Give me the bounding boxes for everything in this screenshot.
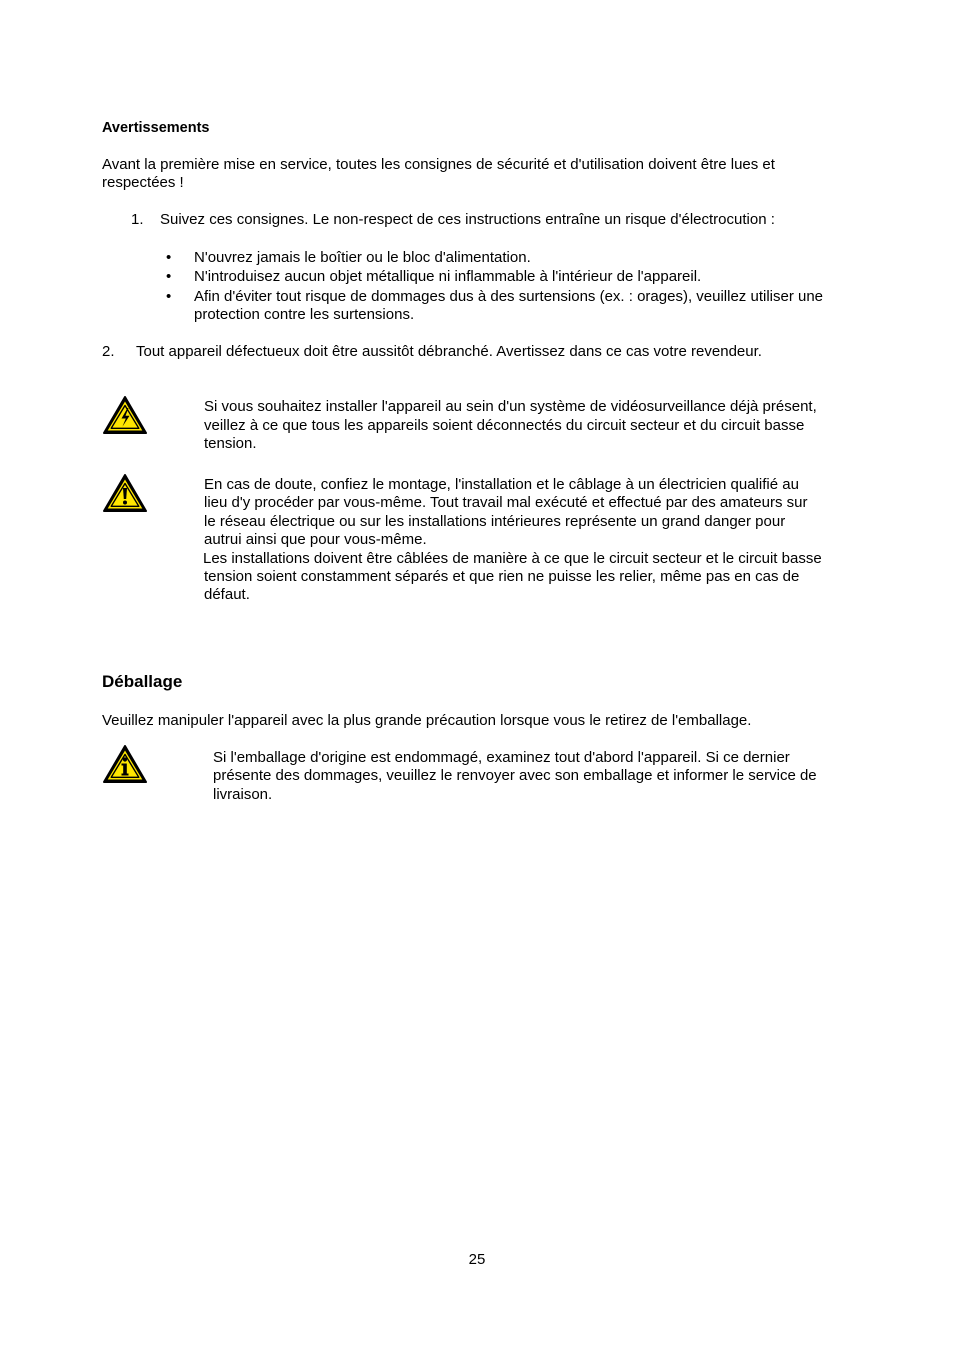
note-text-line: tension. [204, 435, 257, 452]
list-item-text: N'introduisez aucun objet métallique ni inflammable à l'intérieur de l'appareil. [194, 268, 702, 285]
warnings-intro-line2: respectées ! [102, 174, 184, 191]
note-text-line: le réseau électrique ou sur les installations intérieures représente un grand danger pour [204, 513, 786, 530]
list-item-text: protection contre les surtensions. [194, 306, 415, 323]
list-item-text: N'ouvrez jamais le boîtier ou le bloc d'alimentation. [194, 249, 531, 266]
item-text: Suivez ces consignes. Le non-respect de ces instructions entraîne un risque d'électrocution : [160, 211, 775, 228]
note-text-line: livraison. [213, 786, 273, 803]
high-voltage-icon [102, 395, 148, 435]
unpacking-intro: Veuillez manipuler l'appareil avec la plus grande précaution lorsque vous le retirez de l'emballage. [102, 712, 752, 729]
note-text-line: autrui ainsi que pour vous-même. [204, 531, 427, 548]
note-text-line: présente des dommages, veuillez le renvoyer avec son emballage et informer le service de [213, 767, 817, 784]
warnings-intro-line1: Avant la première mise en service, toutes les consignes de sécurité et d'utilisation doivent être lues et [102, 156, 775, 173]
list-item-text: Afin d'éviter tout risque de dommages dus à des surtensions (ex. : orages), veuillez utiliser une [194, 288, 824, 305]
section-heading-unpacking: Déballage [102, 672, 183, 691]
note-text-line: veillez à ce que tous les appareils soient déconnectés du circuit secteur et du circuit basse [204, 417, 805, 434]
info-icon [102, 744, 148, 784]
caution-icon [102, 473, 148, 513]
item-number: 1. [131, 211, 144, 228]
bullet-symbol: • [166, 268, 172, 285]
note-text-line: Si vous souhaitez installer l'appareil au sein d'un système de vidéosurveillance déjà présent, [204, 398, 817, 415]
item-number: 2. [102, 343, 115, 360]
note-text-line: En cas de doute, confiez le montage, l'installation et le câblage à un électricien qualifié au [204, 476, 799, 493]
note-text-line: lieu d'y procéder par vous-même. Tout travail mal exécuté et effectué par des amateurs sur [204, 494, 808, 511]
bullet-symbol: • [166, 288, 172, 305]
note-text-line: Les installations doivent être câblées de manière à ce que le circuit secteur et le circuit basse [203, 550, 822, 567]
section-heading-warnings: Avertissements [102, 120, 210, 136]
item-text: Tout appareil défectueux doit être aussitôt débranché. Avertissez dans ce cas votre revendeur. [136, 343, 762, 360]
note-text-line: défaut. [204, 586, 250, 603]
page-number: 25 [468, 1251, 486, 1268]
bullet-symbol: • [166, 249, 172, 266]
note-text-line: Si l'emballage d'origine est endommagé, examinez tout d'abord l'appareil. Si ce dernier [213, 749, 790, 766]
note-text-line: tension soient constamment séparés et que rien ne puisse les relier, même pas en cas de [204, 568, 800, 585]
